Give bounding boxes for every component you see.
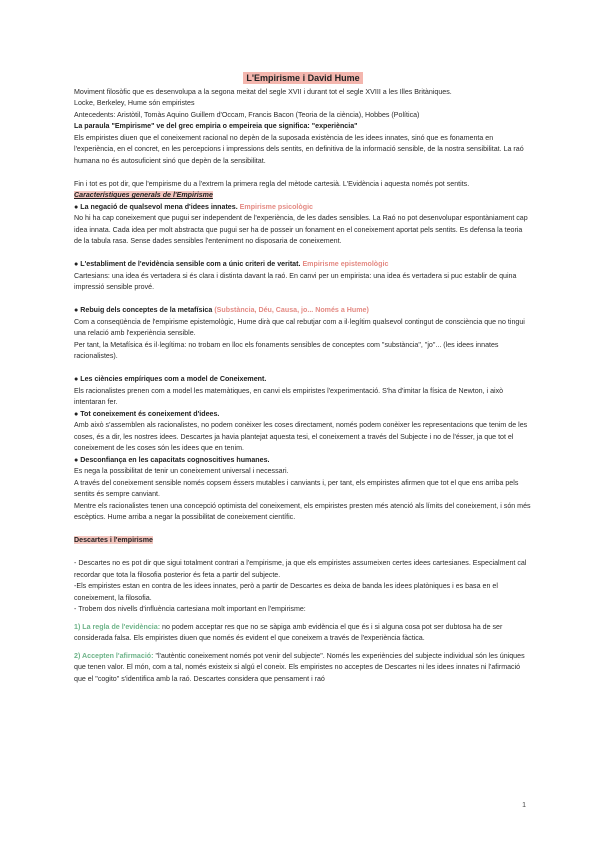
rule-tag: 2) Accepten l'afirmació: xyxy=(74,651,154,660)
intro-paragraph: Fin i tot es pot dir, que l'empirisme du a l'extrem la primera regla del mètode cartesià. L'Evidència i aquesta només pot sentits. xyxy=(74,179,470,188)
characteristic-text: Mentre els racionalistes tenen una concepció optimista del coneixement, els empiristes presten més atenció als límits del coneixement, i són més escèptics. Hume arriba a negar la possibilitat de coneixement científic. xyxy=(74,501,531,521)
intro-paragraph: Locke, Berkeley, Hume són empiristes xyxy=(74,99,195,107)
characteristic-text: Els racionalistes prenen com a model les matemàtiques, en canvi els empiristes l'experimentació. S'ha d'imitar la física de Newton, i això intentaran fer. xyxy=(74,386,504,406)
descartes-paragraph: - Descartes no es pot dir que sigui totalment contrari a l'empirisme, ja que els empiristes assumeixen certes idees cartesianes. Especialment cal recordar que tota la filosofia posterior és feta a partir del subjecte. xyxy=(74,559,527,579)
characteristic-tag: Empirisme epistemològic xyxy=(302,260,389,268)
page-number: 1 xyxy=(522,802,526,809)
descartes-paragraph: -Els empiristes estan en contra de les idees innates, però a partir de Descartes es deixa de banda les idees platòniques i es basa en el coneixement, la filosofia. xyxy=(74,582,498,602)
section-heading-descartes: Descartes i l'empirisme xyxy=(74,536,153,544)
intro-heading: La paraula "Empirisme" ve del grec empiria o empeireia que significa: "experiència" xyxy=(74,122,358,130)
characteristic-title: ● Desconfiança en les capacitats cognoscitives humanes. xyxy=(74,455,270,464)
characteristic-text: Cartesians: una idea és vertadera si és clara i distinta davant la raó. En canvi per un empirista: una idea és vertadera si puc establir de quina impressió sensible prové. xyxy=(74,271,517,291)
characteristic-text: Amb això s'assemblen als racionalistes, no podem conèixer les coses directament, només podem conèixer les representacions que tenim de les coses, és a dir, les nostres idees. Descartes ja havia plantejat aquesta tesi, el coneixement a través del Subjecte i no de l'ésser, ja que tot el coneixement de les coses són les idees que en tenim. xyxy=(74,421,528,452)
intro-paragraph: Moviment filosòfic que es desenvolupa a la segona meitat del segle XVII i durant tot el segle XVIII a les Illes Britàniques. xyxy=(74,87,452,96)
section-heading-characteristics: Característiques generals de l'Empirisme xyxy=(74,191,213,199)
characteristic-text: Com a conseqüència de l'empirisme epistemològic, Hume dirà que cal rebutjar com a il·legítim qualsevol contingut de consciència que no tingui una relació amb l'experiència sensible. xyxy=(74,317,525,337)
characteristic-title: ● Rebuig dels conceptes de la metafísica xyxy=(74,306,213,314)
rule-text: no podem acceptar res que no se sàpiga amb evidència el que és i si alguna cosa pot ser dubtosa ha de ser considerada falsa. Els empiristes diuen que només és evident el que coneixem a través de l'experiència fàctica. xyxy=(74,622,503,642)
characteristic-tag: (Substància, Déu, Causa, jo... Només a Hume) xyxy=(214,306,369,314)
intro-paragraph: Antecedents: Aristòtil, Tomàs Aquino Guillem d'Occam, Francis Bacon (Teoria de la ciència), Hobbes (Política) xyxy=(74,110,420,119)
characteristic-title: ● Les ciències empíriques com a model de Coneixement. xyxy=(74,375,267,383)
characteristic-title: ● La negació de qualsevol mena d'idees innates. xyxy=(74,202,238,211)
characteristic-text: Es nega la possibilitat de tenir un coneixement universal i necessari. xyxy=(74,467,289,475)
characteristic-title: ● Tot coneixement és coneixement d'idees. xyxy=(74,409,220,418)
rule-text: "l'autèntic coneixement només pot venir del subjecte". Només les experiències del subjecte individual són les úniques que tenen valor. El món, com a tal, només existeix si algú el coneix. Els empiristes no acceptes de Descartes ni les idees innates ni l'afirmació que el "cogito" s'identifica amb la raó. Descartes considera que pensament i raó xyxy=(74,651,525,683)
characteristic-text: No hi ha cap coneixement que pugui ser independent de l'experiència, de les dades sensibles. La Raó no pot desenvolupar espontàniament cap idea innata. Cada idea per molt abstracta que pugui ser ha de posseir un fonament en el coneixement aportat pels sentits. Es defensa la teoria de la tabula rasa. Sense dades sensibles l'enteniment no disposaria de coneixement. xyxy=(74,214,528,245)
descartes-paragraph: - Trobem dos nivells d'influència cartesiana molt important en l'empirisme: xyxy=(74,605,306,613)
document-title: L'Empirisme i David Hume xyxy=(243,72,362,84)
characteristic-text: Per tant, la Metafísica és il·legítima: no trobam en lloc els fonaments sensibles de conceptes com "substància", "jo"... (les idees innates racionalistes). xyxy=(74,340,499,360)
title-wrap xyxy=(74,72,532,86)
rule-tag: 1) La regla de l'evidència: xyxy=(74,622,161,631)
intro-paragraph: Els empiristes diuen que el coneixement racional no depèn de la suposada existència de les idees innates, sinó que es fonamenta en l'experiència, en el concret, en les percepcions i impressions dels sentits, en definitiva de la informació sensible, de la nostra sensibilitat. La raó humana no és autosuficient sinó que depèn de la sensibilitat. xyxy=(74,133,524,165)
document-page xyxy=(74,72,532,685)
characteristic-title: ● L'establiment de l'evidència sensible com a únic criteri de veritat. xyxy=(74,260,301,268)
characteristic-text: A través del coneixement sensible només copsem éssers mutables i canviants i, per tant, els empiristes afirmen que tot el que ens arriba pels sentits és sempre canviant. xyxy=(74,478,519,498)
characteristic-tag: Empirisme psicològic xyxy=(239,202,313,211)
